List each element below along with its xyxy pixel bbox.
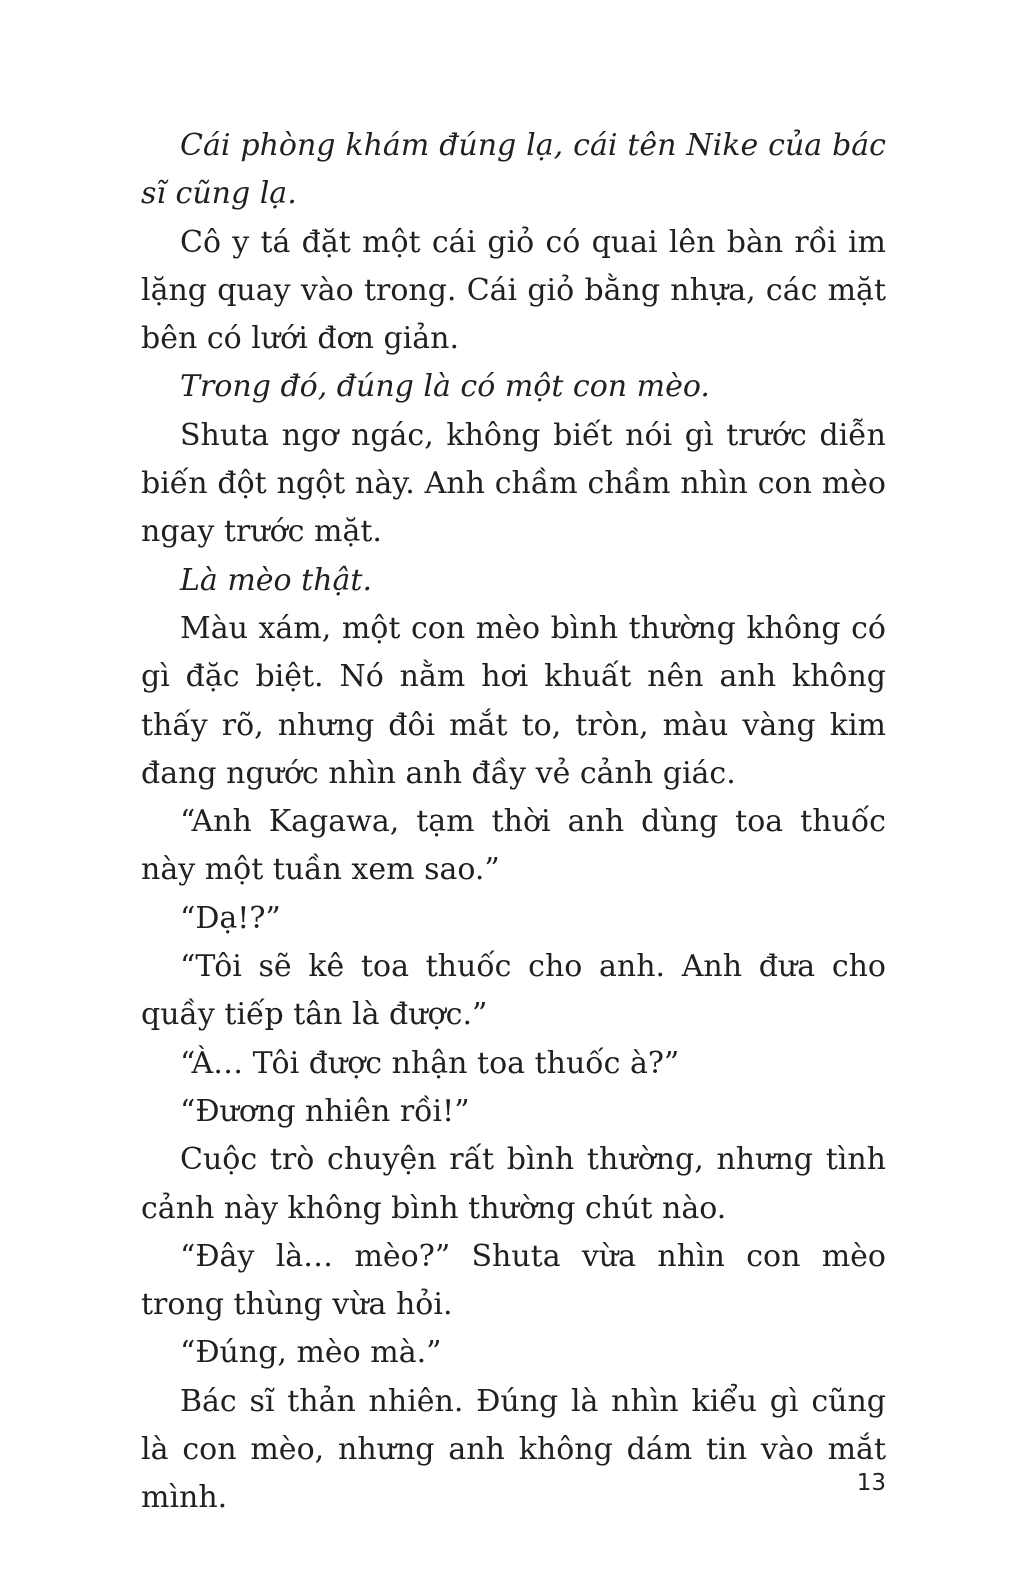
page-body <box>141 122 886 1523</box>
paragraph: Trong đó, đúng là có một con mèo. <box>180 369 710 405</box>
paragraph: “Đúng, mèo mà.” <box>180 1335 442 1371</box>
paragraph: “Anh Kagawa, tạm thời anh dùng toa thuốc này một tuần xem sao.” <box>141 804 886 888</box>
paragraph: “Tôi sẽ kê toa thuốc cho anh. Anh đưa cho quầy tiếp tân là được.” <box>141 949 886 1033</box>
paragraph: Cuộc trò chuyện rất bình thường, nhưng tình cảnh này không bình thường chút nào. <box>141 1142 886 1226</box>
paragraph: “Đây là… mèo?” Shuta vừa nhìn con mèo trong thùng vừa hỏi. <box>141 1238 886 1323</box>
paragraph: Là mèo thật. <box>180 562 372 598</box>
paragraph: Bác sĩ thản nhiên. Đúng là nhìn kiểu gì cũng là con mèo, nhưng anh không dám tin vào mắt mình. <box>141 1383 886 1516</box>
paragraph: Cái phòng khám đúng lạ, cái tên Nike của bác sĩ cũng lạ. <box>141 128 886 212</box>
paragraph: “Dạ!?” <box>180 900 281 936</box>
page-number: 13 <box>856 1470 886 1496</box>
paragraph: Màu xám, một con mèo bình thường không có gì đặc biệt. Nó nằm hơi khuất nên anh không thấy rõ, nhưng đôi mắt to, tròn, màu vàng kim đang ngước nhìn anh đầy vẻ cảnh giác. <box>141 610 886 791</box>
paragraph: Cô y tá đặt một cái giỏ có quai lên bàn rồi im lặng quay vào trong. Cái giỏ bằng nhựa, các mặt bên có lưới đơn giản. <box>141 224 886 357</box>
paragraph: “À… Tôi được nhận toa thuốc à?” <box>180 1045 680 1081</box>
paragraph: Shuta ngơ ngác, không biết nói gì trước diễn biến đột ngột này. Anh chầm chầm nhìn con mèo ngay trước mặt. <box>141 417 886 550</box>
paragraph: “Đương nhiên rồi!” <box>180 1093 470 1129</box>
